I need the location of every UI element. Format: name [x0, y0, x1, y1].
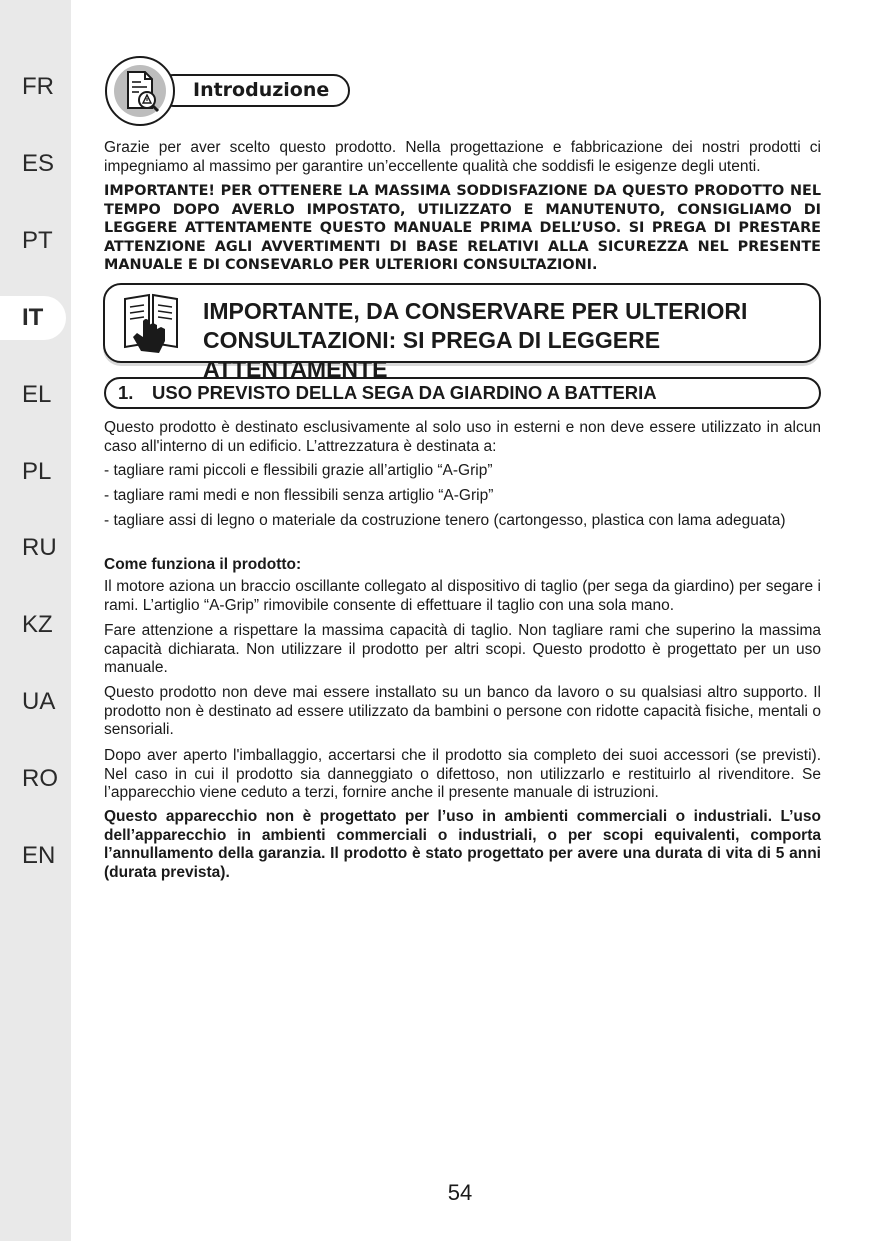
section-1-title: USO PREVISTO DELLA SEGA DA GIARDINO A BATTERIA	[152, 382, 657, 403]
lang-tab-ua[interactable]: UA	[22, 688, 56, 715]
intro-icon-circle	[105, 56, 175, 126]
capacity-paragraph: Fare attenzione a rispettare la massima capacità di taglio. Non tagliare rami che superino la massima capacità dichiarata. Non utilizzare il prodotto per altri scopi. Questo prodotto è progettato per un uso manuale.	[104, 622, 821, 677]
important-title-line1: IMPORTANTE, DA CONSERVARE PER ULTERIORI	[203, 298, 748, 324]
language-sidebar	[0, 0, 71, 1241]
intro-important-caps: IMPORTANTE! PER OTTENERE LA MASSIMA SODDISFAZIONE DA QUESTO PRODOTTO NEL TEMPO DOPO AVERLO IMPOSTATO, UTILIZZATO E MANUTENUTO, CONSIGLIAMO DI LEGGERE ATTENTAMENTE QUESTO MANUALE PRIMA DELL’USO. SI PREGA DI PRESTARE ATTENZIONE AGLI AVVERTIMENTI DI BASE RELATIVI ALLA SICUREZZA NEL PRESENTE MANUALE E DI CONSEVARLO PER ULTERIORI CONSULTAZIONI.	[104, 183, 821, 274]
important-title-line2: CONSULTAZIONI: SI PREGA DI LEGGERE ATTENTAMENTE	[203, 327, 661, 382]
section-1-number: 1.	[118, 382, 134, 403]
intro-paragraph: Grazie per aver scelto questo prodotto. Nella progettazione e fabbricazione dei nostri prodotti ci impegniamo al massimo per garantire un’eccellente qualità che soddisfi le esigenze degli utenti.	[104, 139, 821, 175]
hand-reading-manual-icon	[119, 291, 183, 357]
unpacking-paragraph: Dopo aver aperto l'imballaggio, accertarsi che il prodotto sia completo dei suoi accessori (se previsti). Nel caso in cui il prodotto sia danneggiato o difettoso, non utilizzarlo e restituirlo al rivenditore. Se l’apparecchio viene ceduto a terzi, fornire anche il presente manuale di istruzioni.	[104, 747, 821, 802]
intro-title: Introduzione	[157, 74, 350, 107]
lang-tab-el[interactable]: EL	[22, 381, 52, 408]
intended-use-paragraph: Questo prodotto è destinato esclusivamente al solo uso in esterni e non deve essere utilizzato in alcun caso all'interno di un edificio. L’attrezzatura è destinata a:	[104, 419, 821, 455]
lang-tab-en[interactable]: EN	[22, 842, 56, 869]
how-it-works-title: Come funziona il prodotto:	[104, 556, 302, 573]
lang-tab-ru[interactable]: RU	[22, 534, 57, 561]
lang-tab-kz[interactable]: KZ	[22, 611, 53, 638]
lang-tab-es[interactable]: ES	[22, 150, 55, 177]
lang-tab-pl[interactable]: PL	[22, 458, 52, 485]
lang-tab-it[interactable]: IT	[0, 296, 66, 340]
important-notice-box	[103, 283, 821, 382]
installation-paragraph: Questo prodotto non deve mai essere installato su un banco da lavoro o su qualsiasi altro supporto. Il prodotto non è destinato ad essere utilizzato da bambini o persone con ridotte capacità fisiche, mentali o sensoriali.	[104, 684, 821, 739]
document-warning-magnifier-icon	[111, 62, 169, 120]
intro-heading	[105, 56, 350, 126]
lang-tab-ro[interactable]: RO	[22, 765, 58, 792]
lang-tab-fr[interactable]: FR	[22, 73, 54, 100]
warranty-paragraph: Questo apparecchio non è progettato per l’uso in ambienti commerciali o industriali. L’uso dell’apparecchio in ambienti commerciali o industriali, o per scopi equivalenti, comporta l’annullamento della garanzia. Il prodotto è stato progettato per avere una durata di vita di 5 anni (durata prevista).	[104, 808, 821, 881]
page-number: 54	[447, 1180, 473, 1205]
use-bullet-2: - tagliare rami medi e non flessibili senza artiglio “A-Grip”	[104, 487, 494, 504]
important-title	[203, 297, 803, 384]
lang-tab-pt[interactable]: PT	[22, 227, 53, 254]
how-it-works-paragraph: Il motore aziona un braccio oscillante collegato al dispositivo di taglio (per sega da giardino) per segare i rami. L’artiglio “A-Grip” rimovibile consente di effettuare il taglio con una sola mano.	[104, 578, 821, 614]
use-bullet-1: - tagliare rami piccoli e flessibili grazie all’artiglio “A-Grip”	[104, 462, 493, 479]
section-1-heading	[104, 377, 821, 409]
use-bullet-3: - tagliare assi di legno o materiale da costruzione tenero (cartongesso, plastica con lama adeguata)	[104, 512, 786, 529]
